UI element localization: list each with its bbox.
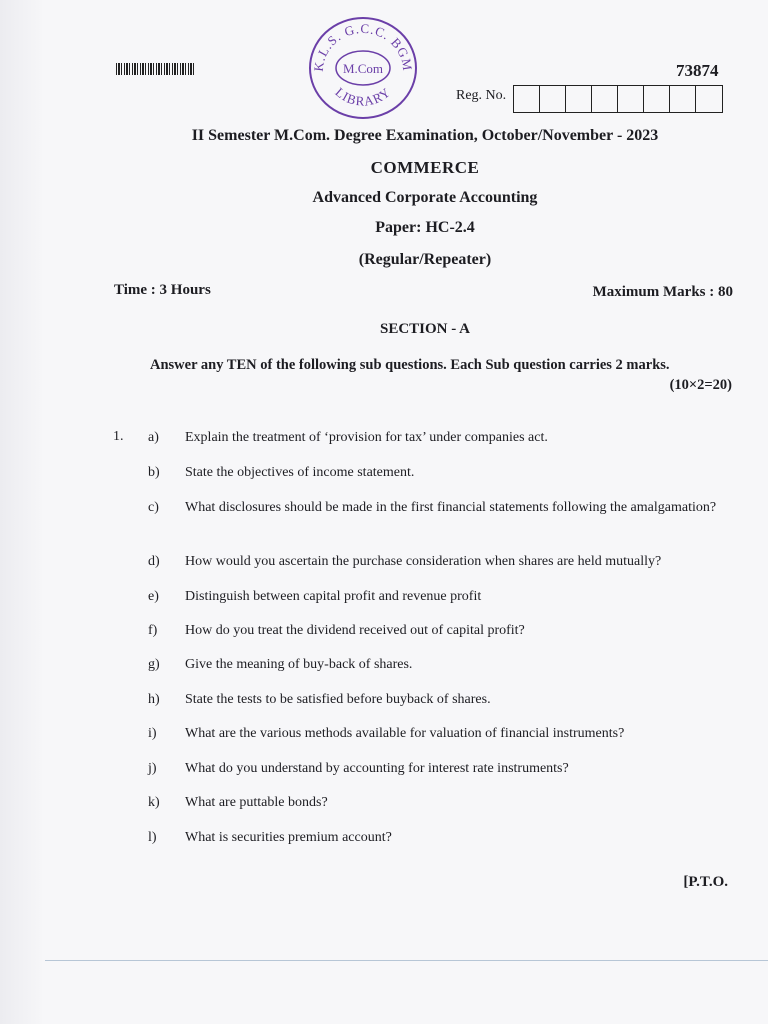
sub-question-text: What are puttable bonds? [185,795,328,810]
sub-question-letter: a) [148,430,159,445]
sub-question-letter: i) [148,726,157,741]
reg-digit-box [540,86,566,112]
section-marks: (10×2=20) [669,377,732,393]
sub-question-letter: e) [148,589,159,604]
stamp-center-text: M.Com [342,61,384,76]
section-instruction: Answer any TEN of the following sub questions. Each Sub question carries 2 marks. [150,357,670,373]
time-allowed: Time : 3 Hours [114,282,211,298]
sub-question [148,588,733,605]
reg-digit-box [618,86,644,112]
course-name: Advanced Corporate Accounting [312,189,538,206]
paper-code: 73874 [676,61,719,80]
sub-question-text: What is securities premium account? [185,830,392,845]
sub-question-text: State the objectives of income statement. [185,465,415,480]
sub-question [148,622,733,639]
sub-question-text: What are the various methods available for valuation of financial instruments? [185,726,625,741]
reg-digit-box [696,86,722,112]
page-bottom-edge [45,960,768,961]
sub-question-text: State the tests to be satisfied before buyback of shares. [185,692,491,707]
sub-question [148,725,733,742]
reg-no-boxes [513,85,723,113]
sub-question-text: What disclosures should be made in the first financial statements following the amalgamation? [185,500,717,515]
sub-question-letter: f) [148,623,158,638]
reg-digit-box [670,86,696,112]
sub-question-text: Give the meaning of buy-back of shares. [185,657,413,672]
sub-question-text: What do you understand by accounting for interest rate instruments? [185,761,569,776]
reg-digit-box [592,86,618,112]
reg-digit-box [644,86,670,112]
paper-code-line: Paper: HC-2.4 [375,219,475,236]
sub-question [148,760,733,777]
sub-question-letter: h) [148,692,160,707]
question-number: 1. [113,429,124,444]
sub-question [148,464,733,481]
sub-question [148,691,733,708]
subject: COMMERCE [370,158,480,177]
maximum-marks: Maximum Marks : 80 [592,284,733,300]
reg-digit-box [514,86,540,112]
exam-type: (Regular/Repeater) [358,251,492,268]
sub-question-letter: b) [148,465,160,480]
stamp-top-text: K.L.S. G.C.C. BGM [310,20,416,73]
please-turn-over: [P.T.O. [683,874,728,890]
reg-digit-box [566,86,592,112]
sub-question-text: How do you treat the dividend received out of capital profit? [185,623,525,638]
sub-question-letter: j) [148,761,157,776]
stamp-bottom-text: LIBRARY [332,84,394,109]
exam-title: II Semester M.Com. Degree Examination, October/November - 2023 [191,127,659,144]
sub-question-letter: l) [148,830,157,845]
sub-question-letter: k) [148,795,160,810]
sub-question-letter: d) [148,554,160,569]
sub-question [148,829,733,846]
sub-question [148,553,733,570]
reg-no-label: Reg. No. [456,88,507,103]
sub-question [148,656,733,673]
svg-text:LIBRARY [332,84,393,108]
section-title: SECTION - A [379,321,471,337]
sub-question-letter: c) [148,500,159,515]
sub-question [148,499,733,516]
sub-question-text: Explain the treatment of ‘provision for tax’ under companies act. [185,430,548,445]
sub-question-text: Distinguish between capital profit and revenue profit [185,589,482,604]
sub-question-letter: g) [148,657,160,672]
library-stamp [307,15,419,121]
scan-edge-shadow [0,0,42,1024]
sub-question-text: How would you ascertain the purchase consideration when shares are held mutually? [185,554,662,569]
sub-question [148,794,733,811]
barcode [116,63,196,75]
sub-question [148,429,733,446]
